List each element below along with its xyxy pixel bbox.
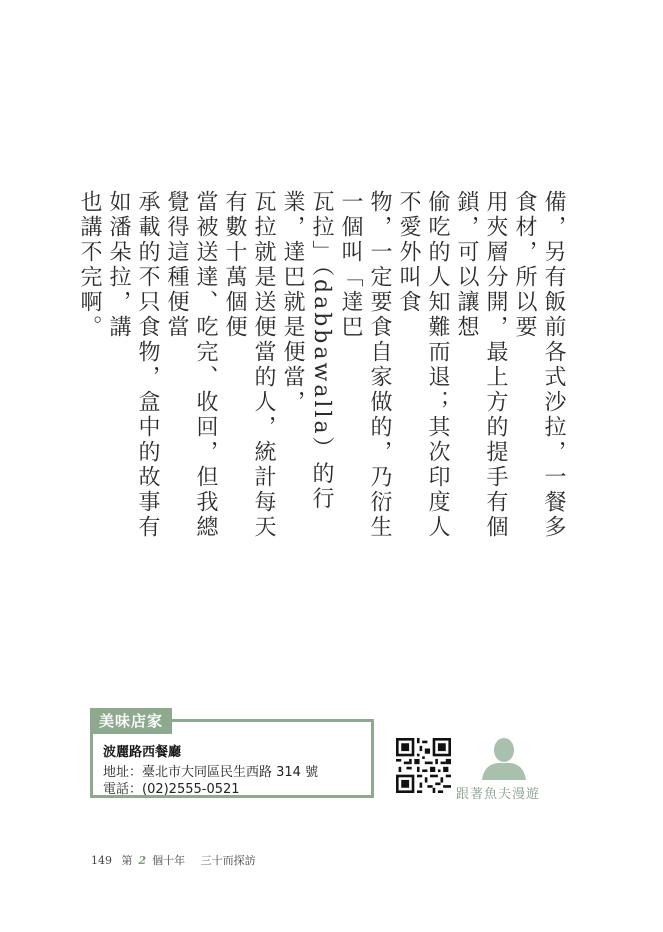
body-column: 當被送達、吃完、收回，但我總覺得這種便當 — [164, 190, 218, 540]
info-tab-label: 美味店家 — [90, 708, 172, 734]
chapter-label — [122, 854, 192, 867]
page-number: 149 — [91, 854, 112, 867]
brand-label: 跟著魚夫漫遊 — [456, 787, 541, 802]
restaurant-info-box — [90, 712, 374, 798]
restaurant-phone: 電話：(02)2555-0521 — [103, 782, 240, 797]
chapter-number: 2 — [138, 854, 147, 867]
body-column: 物，一定要食自家做的，乃衍生一個叫「達巴 — [338, 190, 392, 540]
body-column: 瓦拉就是送便當的人，統計每天有數十萬個便 — [222, 190, 276, 540]
chapter-suffix: 個十年 — [152, 854, 186, 867]
body-column: 承載的不只食物，盒中的故事有如潘朵拉，講 — [106, 190, 160, 540]
page-footer — [91, 852, 262, 868]
body-text — [77, 190, 568, 550]
body-column: 偷吃的人知難而退；其次印度人不愛外叫食 — [396, 190, 450, 540]
body-column: 也講不完啊。 — [77, 190, 102, 340]
body-column: 用夾層分開，最上方的提手有個鎖，可以讓想 — [454, 190, 508, 540]
restaurant-address: 地址：臺北市大同區民生西路 314 號 — [103, 765, 319, 780]
body-column: 備，另有飯前各式沙拉，一餐多食材，所以要 — [512, 190, 566, 540]
author-avatar-icon — [474, 735, 534, 780]
body-column: 瓦拉」（dabbawalla）的行業，達巴就是便當， — [280, 190, 334, 512]
qr-code-icon[interactable] — [396, 738, 451, 793]
section-title: 三十而探訪 — [200, 854, 256, 867]
restaurant-name: 波麗路西餐廳 — [103, 745, 182, 760]
chapter-prefix: 第 — [121, 854, 133, 867]
